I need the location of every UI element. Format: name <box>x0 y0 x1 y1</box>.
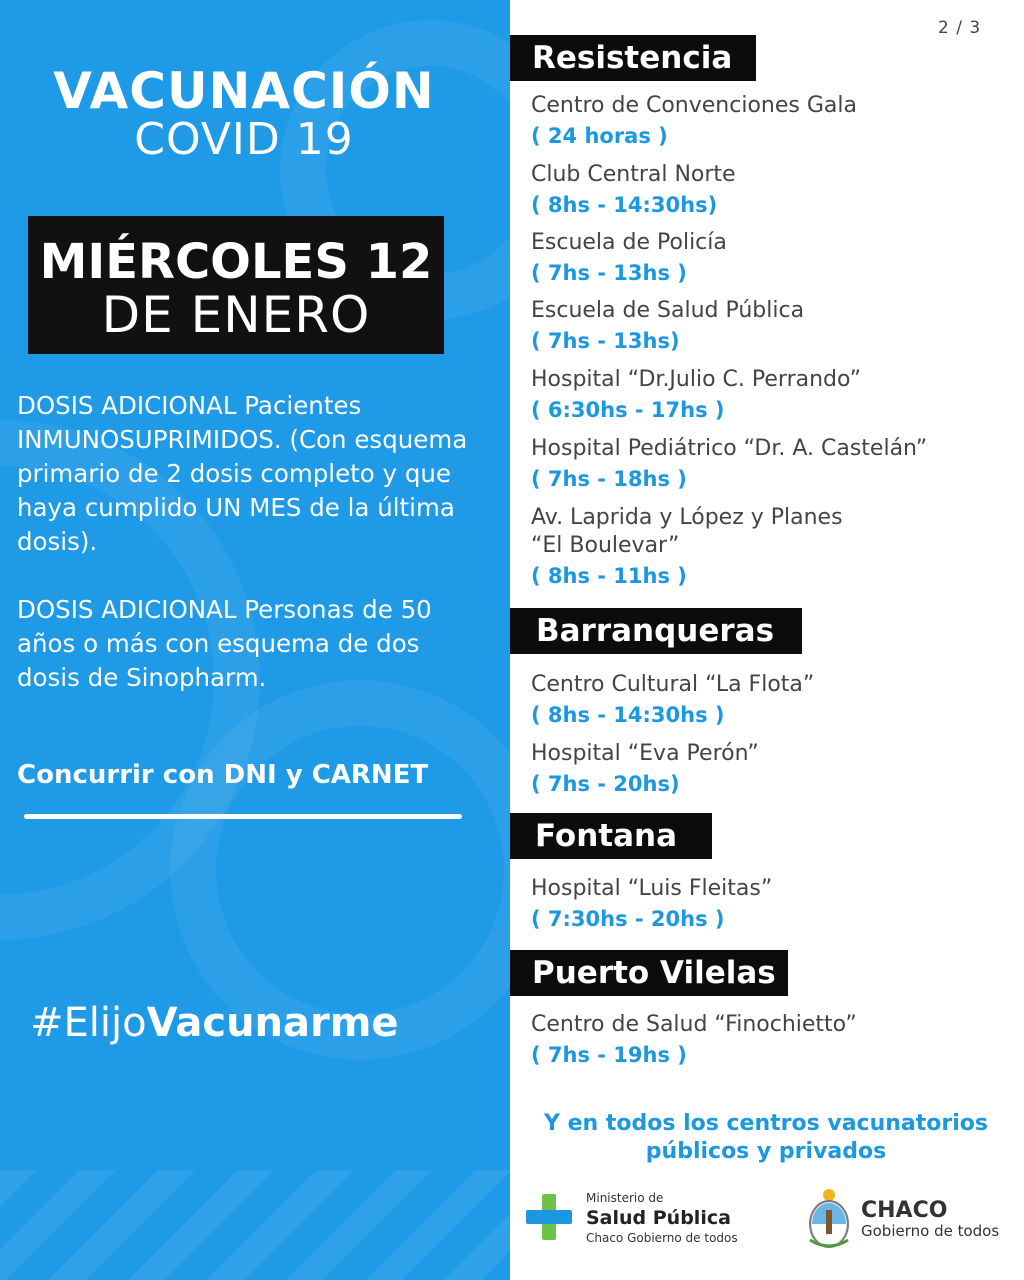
center-hours: ( 24 horas ) <box>531 124 668 148</box>
center-hours: ( 6:30hs - 17hs ) <box>531 398 725 422</box>
ministry-label: Ministerio de <box>586 1191 664 1205</box>
chaco-tagline: Gobierno de todos <box>861 1222 1000 1240</box>
background-stripes <box>0 1170 510 1280</box>
center-hours: ( 7hs - 13hs) <box>531 329 680 353</box>
center-name: Centro Cultural “La Flota” <box>531 672 815 697</box>
date-weekday: MIÉRCOLES 12 <box>39 234 433 290</box>
chaco-logo <box>806 1186 1006 1252</box>
divider <box>24 814 462 819</box>
list-item <box>531 366 1001 424</box>
city-label-barranqueras: Barranqueras <box>510 608 802 654</box>
medical-cross-icon <box>526 1194 572 1240</box>
hashtag-suffix: Vacunarme <box>146 1000 399 1046</box>
center-name: Centro de Salud “Finochietto” <box>531 1012 857 1037</box>
center-name: Hospital “Eva Perón” <box>531 741 759 766</box>
center-name-line2: “El Boulevar” <box>531 533 680 558</box>
ministry-name: Salud Pública <box>586 1207 731 1229</box>
hashtag-prefix: #Elijo <box>30 1000 147 1046</box>
center-name: Club Central Norte <box>531 162 736 187</box>
closing-note <box>522 1110 1010 1166</box>
chaco-name: CHACO <box>861 1198 948 1223</box>
list-item <box>531 875 1001 933</box>
date-month: DE ENERO <box>101 286 371 344</box>
list-item <box>531 435 1001 493</box>
center-name: Escuela de Salud Pública <box>531 298 805 323</box>
center-name: Escuela de Policía <box>531 230 727 255</box>
center-name: Av. Laprida y López y Planes <box>531 505 843 530</box>
list-item <box>531 671 1001 729</box>
list-item <box>531 504 1001 590</box>
page-indicator: 2 / 3 <box>938 18 982 38</box>
list-item <box>531 92 1001 150</box>
campaign-subtitle: COVID 19 <box>134 114 354 165</box>
center-hours: ( 7hs - 13hs ) <box>531 261 687 285</box>
date-box <box>28 216 444 354</box>
city-label-resistencia: Resistencia <box>510 35 756 81</box>
center-name: Hospital “Dr.Julio C. Perrando” <box>531 367 862 392</box>
center-name: Hospital “Luis Fleitas” <box>531 876 773 901</box>
provincial-seal-icon <box>806 1188 852 1250</box>
info-immunosuppressed: DOSIS ADICIONAL Pacientes INMUNOSUPRIMIDOS. (Con esquema primario de 2 dosis completo y que haya cumplido UN MES de la última dosis). <box>17 391 468 556</box>
center-name: Hospital Pediátrico “Dr. A. Castelán” <box>531 436 928 461</box>
info-sinopharm: DOSIS ADICIONAL Personas de 50 años o más con esquema de dos dosis de Sinopharm. <box>17 595 432 692</box>
campaign-title: VACUNACIÓN <box>53 62 435 120</box>
center-hours: ( 7hs - 20hs) <box>531 772 680 796</box>
center-name: Centro de Convenciones Gala <box>531 93 857 118</box>
list-item <box>531 740 1001 798</box>
center-hours: ( 8hs - 14:30hs ) <box>531 703 725 727</box>
hashtag <box>30 1000 399 1046</box>
city-label-fontana: Fontana <box>510 813 712 859</box>
requirement-text: Concurrir con DNI y CARNET <box>17 760 429 790</box>
left-panel <box>0 0 510 1280</box>
closing-line1: Y en todos los centros vacunatorios <box>544 1111 988 1136</box>
ministry-tagline: Chaco Gobierno de todos <box>586 1231 738 1245</box>
center-hours: ( 7:30hs - 20hs ) <box>531 907 725 931</box>
center-hours: ( 7hs - 19hs ) <box>531 1043 687 1067</box>
list-item <box>531 297 1001 355</box>
closing-line2: públicos y privados <box>645 1139 887 1164</box>
list-item <box>531 1011 1001 1069</box>
center-hours: ( 8hs - 14:30hs) <box>531 193 718 217</box>
city-label-puerto-vilelas: Puerto Vilelas <box>510 950 788 996</box>
center-hours: ( 8hs - 11hs ) <box>531 564 687 588</box>
center-hours: ( 7hs - 18hs ) <box>531 467 687 491</box>
ministry-logo <box>526 1190 766 1250</box>
list-item <box>531 229 1001 287</box>
list-item <box>531 161 1001 219</box>
